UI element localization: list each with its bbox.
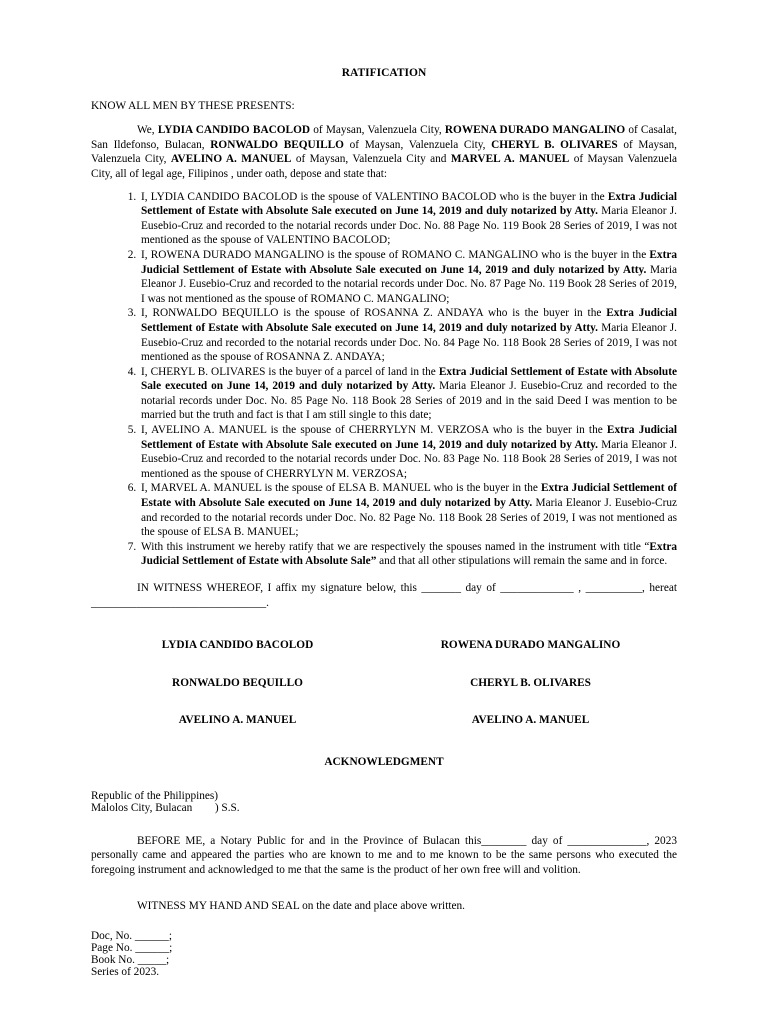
- party-name-4: CHERYL B. OLIVARES: [491, 138, 618, 151]
- before-me-paragraph: BEFORE ME, a Notary Public for and in the Province of Bulacan this________ day of ______________, 2023 personally came and appeared the parties who are known to me and to me known to be the same persons who executed the foregoing instrument and acknowledged to me that the same is the product of her own free will and volition.: [91, 834, 677, 876]
- party-address-4: of Maysan, Valenzuela City,: [91, 138, 677, 166]
- signatory-name: AVELINO A. MANUEL: [178, 714, 297, 727]
- intro-we: We,: [137, 124, 155, 137]
- party-name-6: MARVEL A. MANUEL: [450, 153, 570, 166]
- list-item: 2. I, ROWENA DURADO MANGALINO is the spouse of ROMANO C. MANGALINO who is the buyer in the Extra Judicial Settlement of Estate with Absolute Sale executed on June 14, 2019 and duly notarized by Atty. Maria Eleanor J. Eusebio-Cruz and recorded to the notarial records under Doc. No. 87 Page No. 119 Book 28 Series of 2019, I was not mentioned as the spouse of ROMANO C. MANGALINO;: [139, 248, 677, 306]
- intro-paragraph: [91, 123, 677, 181]
- venue-line: Republic of the Philippines): [91, 789, 219, 802]
- doc-info-line: Series of 2023.: [91, 965, 160, 978]
- list-item: 6. I, MARVEL A. MANUEL is the spouse of ELSA B. MANUEL who is the buyer in the Extra Judicial Settlement of Estate with Absolute Sale executed on June 14, 2019 and duly notarized by Atty. Maria Eleanor J. Eusebio-Cruz and recorded to the notarial records under Doc. No. 82 Page No. 118 Book 28 Series of 2019, I was not mentioned as the spouse of ELSA B. MANUEL;: [139, 481, 677, 539]
- know-all-men-heading: KNOW ALL MEN BY THESE PRESENTS:: [91, 99, 295, 112]
- signatory-name: CHERYL B. OLIVARES: [470, 676, 591, 689]
- list-item: 7. With this instrument we hereby ratify that we are respectively the spouses named in the instrument with title “Extra Judicial Settlement of Estate with Absolute Sale” and that all other stipulations will remain the same and in force.: [139, 540, 677, 569]
- witness-whereof-paragraph: IN WITNESS WHEREOF, I affix my signature below, this _______ day of _____________ , __________, hereat _______________________________.: [91, 582, 677, 609]
- party-address-6: of Maysan Valenzuela City, all of legal age, Filipinos , under oath, depose and state that:: [91, 153, 677, 180]
- signatories-table: [91, 638, 677, 751]
- doc-info-line: Doc, No. ______;: [91, 929, 172, 942]
- notarial-doc-info: [91, 930, 677, 978]
- party-name-5: AVELINO A. MANUEL: [170, 153, 292, 166]
- signatory-name: LYDIA CANDIDO BACOLOD: [161, 639, 314, 652]
- list-item: 1. I, LYDIA CANDIDO BACOLOD is the spouse of VALENTINO BACOLOD who is the buyer in the Extra Judicial Settlement of Estate with Absolute Sale executed on June 14, 2019 and duly notarized by Atty. Maria Eleanor J. Eusebio-Cruz and recorded to the notarial records under Doc. No. 88 Page No. 119 Book 28 Series of 2019, I was not mentioned as the spouse of VALENTINO BACOLOD;: [139, 190, 677, 248]
- party-name-2: ROWENA DURADO MANGALINO: [444, 124, 626, 137]
- statement-list: [91, 190, 677, 569]
- signatory-name: AVELINO A. MANUEL: [471, 714, 590, 727]
- document-title: RATIFICATION: [341, 67, 427, 79]
- party-address-2: of Casalat, San Ildefonso, Bulacan,: [91, 124, 677, 151]
- signatory-name: RONWALDO BEQUILLO: [172, 676, 303, 689]
- party-address-5: of Maysan, Valenzuela City and: [291, 153, 451, 166]
- party-name-3: RONWALDO BEQUILLO: [210, 138, 344, 151]
- doc-info-line: Page No. ______;: [91, 941, 173, 954]
- party-address-3: of Maysan, Valenzuela City,: [343, 138, 492, 151]
- party-name-1: LYDIA CANDIDO BACOLOD: [157, 124, 311, 137]
- venue-line: Malolos City, Bulacan ) S.S.: [91, 801, 240, 814]
- list-item: 4. I, CHERYL B. OLIVARES is the buyer of a parcel of land in the Extra Judicial Settlement of Estate with Absolute Sale executed on June 14, 2019 and duly notarized by Atty. Maria Eleanor J. Eusebio-Cruz and recorded to the notarial records under Doc. No. 85 Page No. 118 Book 28 Series of 2019 and in the said Deed I was mention to be married but the truth and fact is that I am still single to this date;: [139, 365, 677, 423]
- party-address-1: of Maysan, Valenzuela City,: [310, 124, 445, 137]
- signatory-name: ROWENA DURADO MANGALINO: [440, 639, 621, 652]
- witness-hand-paragraph: WITNESS MY HAND AND SEAL on the date and place above written.: [137, 900, 465, 913]
- list-item: 5. I, AVELINO A. MANUEL is the spouse of CHERRYLYN M. VERZOSA who is the buyer in the Extra Judicial Settlement of Estate with Absolute Sale executed on June 14, 2019 and duly notarized by Atty. Maria Eleanor J. Eusebio-Cruz and recorded to the notarial records under Doc. No. 83 Page No. 118 Book 28 Series of 2019, I was not mentioned as the spouse of CHERRYLYN M. VERZOSA;: [139, 423, 677, 481]
- venue-block: [91, 790, 677, 814]
- doc-info-line: Book No. _____;: [91, 953, 170, 966]
- list-item: 3. I, RONWALDO BEQUILLO is the spouse of ROSANNA Z. ANDAYA who is the buyer in the Extra Judicial Settlement of Estate with Absolute Sale executed on June 14, 2019 and duly notarized by Atty. Maria Eleanor J. Eusebio-Cruz and recorded to the notarial records under Doc. No. 84 Page No. 118 Book 28 Series of 2019, I was not mentioned as the spouse of ROSANNA Z. ANDAYA;: [139, 306, 677, 364]
- acknowledgment-title: ACKNOWLEDGMENT: [324, 755, 444, 768]
